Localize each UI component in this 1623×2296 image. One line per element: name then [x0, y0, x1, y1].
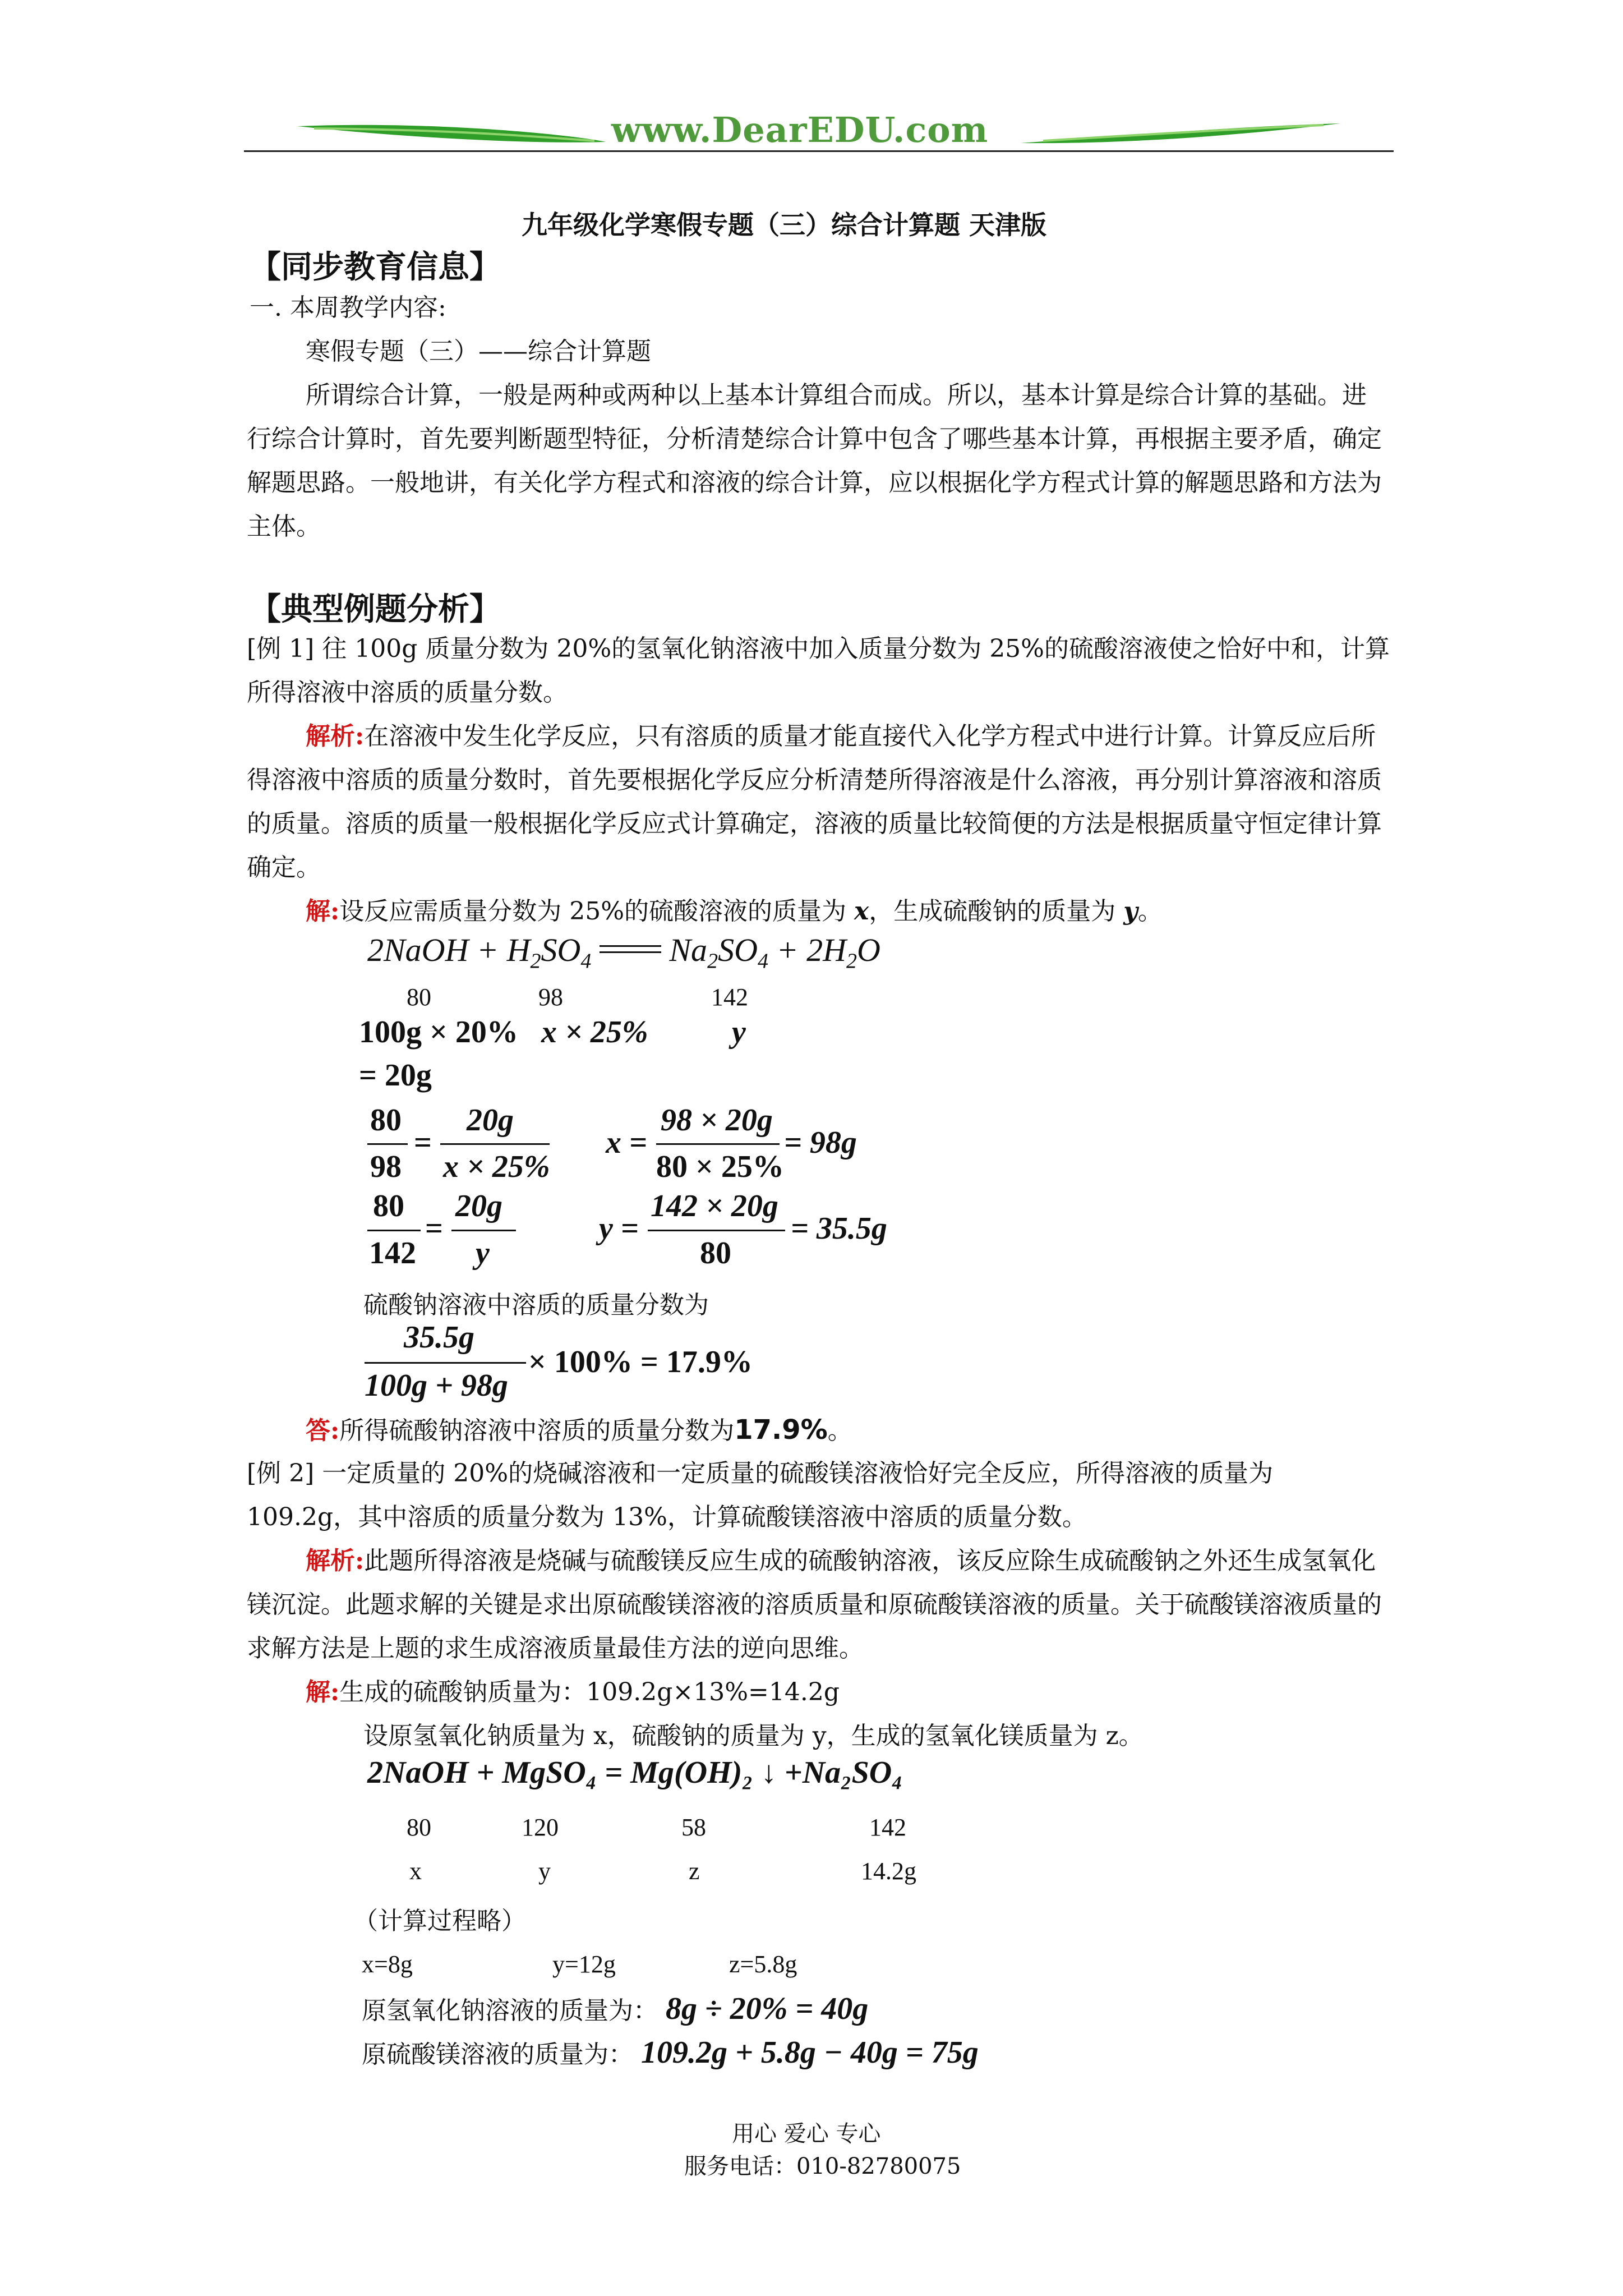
section-heading: 【典型例题分析】 [250, 591, 501, 628]
solution-label: 解: [306, 897, 340, 926]
content-item: 一. 本周教学内容: [250, 293, 446, 322]
analysis-paragraph [247, 715, 1391, 890]
fraction-denominator: 100g + 98g [365, 1368, 508, 1403]
chemical-equation: 2NaOH + MgSO₄ = Mg(OH)₂ ↓ +Na₂SO₄ [367, 1755, 903, 1790]
result: y=12g [552, 1950, 616, 1978]
solution-line [306, 1671, 840, 1714]
calc-value: 8g ÷ 20% = 40g [666, 1991, 869, 2026]
analysis-text: 在溶液中发生化学反应，只有溶质的质量才能直接代入化学方程式中进行计算。计算反应后所得溶液中溶质的质量分数时，首先要根据化学反应分析清楚所得溶液是什么溶液，再分别计算溶液和溶质的质量。溶质的质量一般根据化学反应式计算确定，溶液的质量比较简便的方法是根据质量守恒定律计算确定。 [247, 722, 1382, 882]
content-subtitle: 寒假专题（三）——综合计算题 [306, 337, 651, 366]
fraction-bar [367, 1143, 408, 1145]
variable: 14.2g [861, 1857, 916, 1885]
equals-sign [600, 945, 661, 953]
doc-title: 九年级化学寒假专题（三）综合计算题 天津版 [522, 210, 1047, 240]
molar-mass: 142 [711, 983, 748, 1011]
fraction-numerator: 80 [373, 1189, 404, 1223]
answer-label: 答: [306, 1416, 340, 1445]
result-value: = 98g [784, 1125, 857, 1160]
fraction-bar [367, 1230, 421, 1231]
molar-mass: 58 [681, 1814, 706, 1841]
calc-label: 原氢氧化钠溶液的质量为： [362, 1996, 658, 2025]
fraction-bar [648, 1230, 785, 1231]
solution-line [306, 890, 1163, 933]
calc-label: 硫酸钠溶液中溶质的质量分数为 [363, 1291, 709, 1319]
equals-sign: = [425, 1211, 443, 1246]
example-question: [例 2] 一定质量的 20%的烧碱溶液和一定质量的硫酸镁溶液恰好完全反应，所得溶液的质量为 109.2g，其中溶质的质量分数为 13%，计算硫酸镁溶液中溶质的质量分数。 [247, 1459, 1274, 1531]
analysis-text: 此题所得溶液是烧碱与硫酸镁反应生成的硫酸钠溶液，该反应除生成硫酸钠之外还生成氢氧化镁沉淀。此题求解的关键是求出原硫酸镁溶液的溶质质量和原硫酸镁溶液的质量。关于硫酸镁溶液质量的求解方法是上题的求生成溶液质量最佳方法的逆向思维。 [247, 1547, 1382, 1663]
result: x=8g [362, 1950, 413, 1978]
logo-text: www.DearEDU.com [611, 109, 989, 150]
fraction-bar [451, 1230, 516, 1231]
quantity: = 20g [359, 1058, 432, 1093]
calc-value: 109.2g + 5.8g − 40g = 75g [641, 2035, 979, 2070]
fraction-denominator: 98 [370, 1149, 402, 1184]
example-question: [例 1] 往 100g 质量分数为 20%的氢氧化钠溶液中加入质量分数为 25%的硫酸溶液使之恰好中和，计算所得溶液中溶质的质量分数。 [247, 634, 1390, 707]
solution-text: 设反应需质量分数为 25%的硫酸溶液的质量为 [339, 897, 847, 926]
omitted-note: （计算过程略） [353, 1907, 526, 1935]
result-value: × 100% = 17.9% [528, 1345, 753, 1379]
intro-paragraph: 所谓综合计算，一般是两种或两种以上基本计算组合而成。所以，基本计算是综合计算的基础。进行综合计算时，首先要判断题型特征，分析清楚综合计算中包含了哪些基本计算，再根据主要矛盾，确定解题思路。一般地讲，有关化学方程式和溶液的综合计算，应以根据化学方程式计算的解题思路和方法为主体。 [247, 381, 1382, 541]
answer-end: 。 [827, 1416, 852, 1445]
fraction-bar [440, 1143, 550, 1145]
molar-mass: 142 [869, 1814, 906, 1841]
fraction-bar [365, 1362, 526, 1364]
molar-mass: 80 [407, 1814, 431, 1841]
analysis-paragraph [247, 1539, 1391, 1671]
fraction-numerator: 98 × 20g [661, 1103, 773, 1138]
calc-line [362, 1987, 868, 2033]
solution-mid: ，生成硫酸钠的质量为 [869, 897, 1116, 926]
fraction-denominator: 142 [369, 1236, 416, 1271]
result: z=5.8g [729, 1950, 797, 1978]
header-logo [292, 109, 1346, 154]
fraction-numerator: 35.5g [404, 1320, 474, 1355]
header-divider [244, 150, 1394, 152]
molar-mass: 80 [407, 983, 431, 1011]
quantity: 100g × 20% [359, 1015, 518, 1050]
chemical-equation: 2NaOH + $H_2SO_4$ $Na_2SO_4 + 2H_2O$ [367, 932, 880, 973]
fraction-denominator: x × 25% [443, 1149, 550, 1184]
analysis-label: 解析: [306, 722, 365, 751]
result-lhs: x = [606, 1125, 647, 1160]
molar-mass: 98 [538, 983, 563, 1011]
fraction-numerator: 20g [467, 1103, 514, 1138]
footer-phone: 服务电话：010-82780075 [684, 2154, 961, 2179]
footer-slogan: 用心 爱心 专心 [732, 2121, 881, 2147]
molar-mass: 120 [522, 1814, 559, 1841]
result-value: = 35.5g [791, 1211, 887, 1246]
fraction-denominator: y [476, 1236, 490, 1271]
calc-label: 原硫酸镁溶液的质量为： [362, 2040, 633, 2069]
analysis-label: 解析: [306, 1547, 365, 1575]
solution-label: 解: [306, 1678, 340, 1706]
variable: z [689, 1857, 700, 1885]
fraction-numerator: 20g [455, 1189, 502, 1223]
assumption-line: 设原氢氧化钠质量为 x，硫酸钠的质量为 y，生成的氢氧化镁质量为 z。 [363, 1722, 1144, 1750]
fraction-denominator: 80 × 25% [656, 1149, 784, 1184]
answer-line [306, 1408, 852, 1453]
equals-sign: = [414, 1125, 432, 1160]
fraction-denominator: 80 [700, 1236, 731, 1271]
variable: x [409, 1857, 422, 1885]
solution-text: 生成的硫酸钠质量为：109.2g×13%=14.2g [339, 1678, 840, 1706]
var-x: x [854, 897, 869, 926]
fraction-numerator: 142 × 20g [651, 1189, 778, 1223]
fraction-bar [656, 1143, 780, 1145]
calc-line [362, 2031, 979, 2077]
variable: y [538, 1857, 551, 1885]
fraction-numerator: 80 [370, 1103, 402, 1138]
answer-text: 所得硫酸钠溶液中溶质的质量分数为 [339, 1416, 735, 1445]
quantity: y [732, 1015, 746, 1050]
var-y: y [1123, 897, 1138, 926]
quantity: x × 25% [541, 1015, 648, 1050]
solution-end: 。 [1137, 897, 1163, 926]
section-heading: 【同步教育信息】 [250, 249, 501, 286]
result-lhs: y = [599, 1211, 639, 1246]
answer-value: 17.9% [734, 1414, 828, 1446]
